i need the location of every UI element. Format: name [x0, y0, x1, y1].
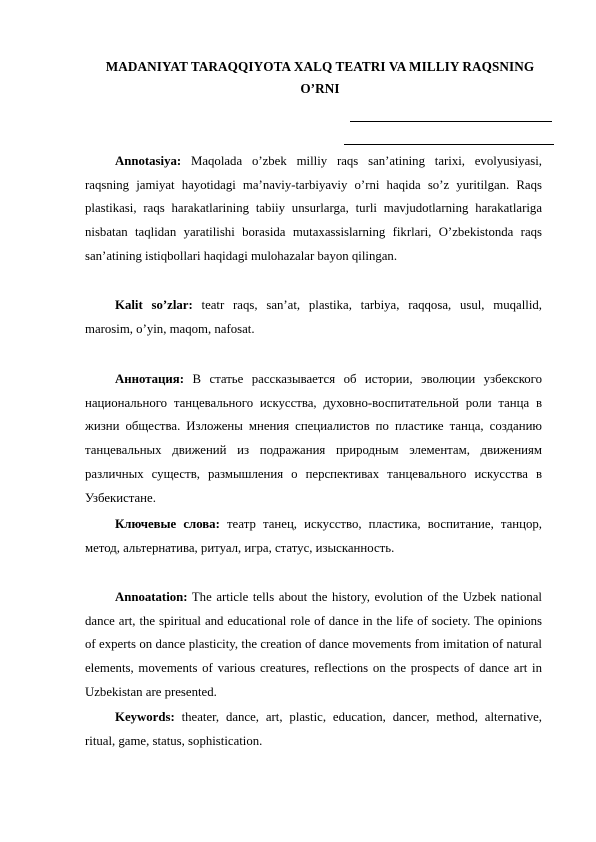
- annotation-english-text: The article tells about the history, evolution of the Uzbek national dance art, the spiritual and educational role of dance in the life of society. The opinions of experts on dance plasticity, the creation of dance movements from imitation of natural elements, movements of various creatures, reflections on the prospects of dance art in Uzbekistan are presented.: [85, 590, 542, 699]
- title-line-1: MADANIYAT TARAQQIYOTA XALQ TEATRI VA MILLIY RAQSNING: [105, 59, 535, 74]
- title-line-2: O’RNI: [300, 81, 340, 96]
- keywords-english: [85, 706, 542, 753]
- annotation-english: [85, 586, 542, 705]
- keywords-english-text: theater, dance, art, plastic, education, dancer, method, alternative, ritual, game, status, sophistication.: [85, 710, 542, 748]
- annotation-uzbek-text: Maqolada o’zbek milliy raqs san’atining tarixi, evolyusiyasi, raqsning jamiyat hayotidagi ma’naviy-tarbiyaviy o’rni haqida so’z yuritilgan. Raqs plastikasi, raqs harakatlarining tabiiy unsurlarga, turli mavjudotlarning harakatlariga nisbatan taqlidan yaratilishi borasida mutaxassislarning fikrlari, O’zbekistonda raqs san’atining istiqbollari haqidagi mulohazalar bayon qilingan.: [85, 154, 542, 263]
- annotation-english-label: Annoatation:: [115, 590, 188, 604]
- annotation-russian-text: В статье рассказывается об истории, эволюции узбекского национального танцевального искусства, духовно-воспитательной роли танца в жизни общества. Изложены мнения специалистов по пластике танца, созданию танцевальных движений из подражания природным элементам, движениям различных существ, размышления о перспективах танцевального искусства в Узбекистане.: [85, 372, 542, 505]
- keywords-russian: [85, 513, 542, 560]
- keywords-uzbek-label: Kalit so’zlar:: [115, 298, 193, 312]
- keywords-russian-label: Ключевые слова:: [115, 517, 220, 531]
- keywords-uzbek: [85, 294, 542, 341]
- keywords-uzbek-text: teatr raqs, san’at, plastika, tarbiya, raqqosa, usul, muqallid, marosim, o’yin, maqom, nafosat.: [85, 298, 542, 336]
- annotation-russian-label: Аннотация:: [115, 372, 184, 386]
- author-line-1: [350, 121, 552, 122]
- annotation-uzbek-label: Annotasiya:: [115, 154, 182, 168]
- keywords-russian-text: театр танец, искусство, пластика, воспитание, танцор, метод, альтернатива, ритуал, игра, статус, изысканность.: [85, 517, 542, 555]
- annotation-uzbek: [85, 150, 542, 269]
- keywords-english-label: Keywords:: [115, 710, 175, 724]
- author-line-2: [344, 144, 554, 145]
- annotation-russian: [85, 368, 542, 510]
- article-title: [70, 56, 570, 100]
